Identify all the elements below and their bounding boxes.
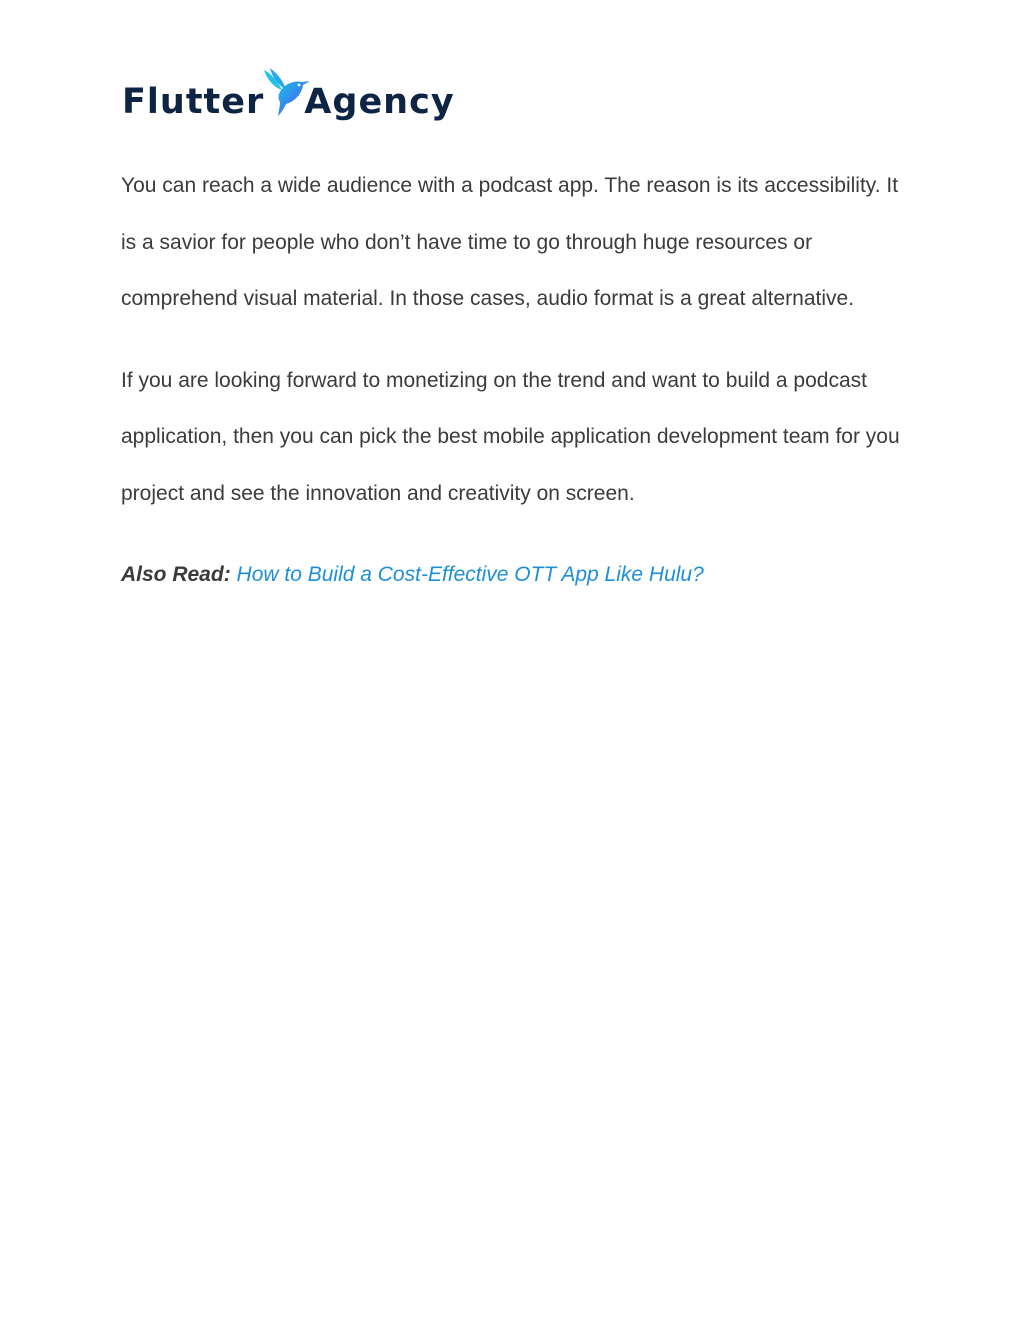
logo-text-flutter: Flutter: [122, 82, 265, 122]
logo-text-agency: Agency: [304, 82, 455, 122]
paragraph-podcast-reach: You can reach a wide audience with a podcast app. The reason is its accessibility. It is a savior for people who don’t have time to go through huge resources or comprehend visual material. In those cases, audio format is a great alternative.: [121, 174, 899, 310]
also-read-link[interactable]: How to Build a Cost-Effective OTT App Like Hulu?: [236, 563, 704, 586]
paragraph-monetizing: If you are looking forward to monetizing on the trend and want to build a podcast application, then you can pick the best mobile application development team for you project and see the innovation and creativity on screen.: [121, 368, 900, 505]
hummingbird-icon: [258, 68, 310, 118]
also-read-label: Also Read:: [121, 563, 231, 586]
also-read-line: [121, 547, 911, 603]
article-body: [121, 158, 911, 603]
brand-logo: [122, 58, 455, 120]
